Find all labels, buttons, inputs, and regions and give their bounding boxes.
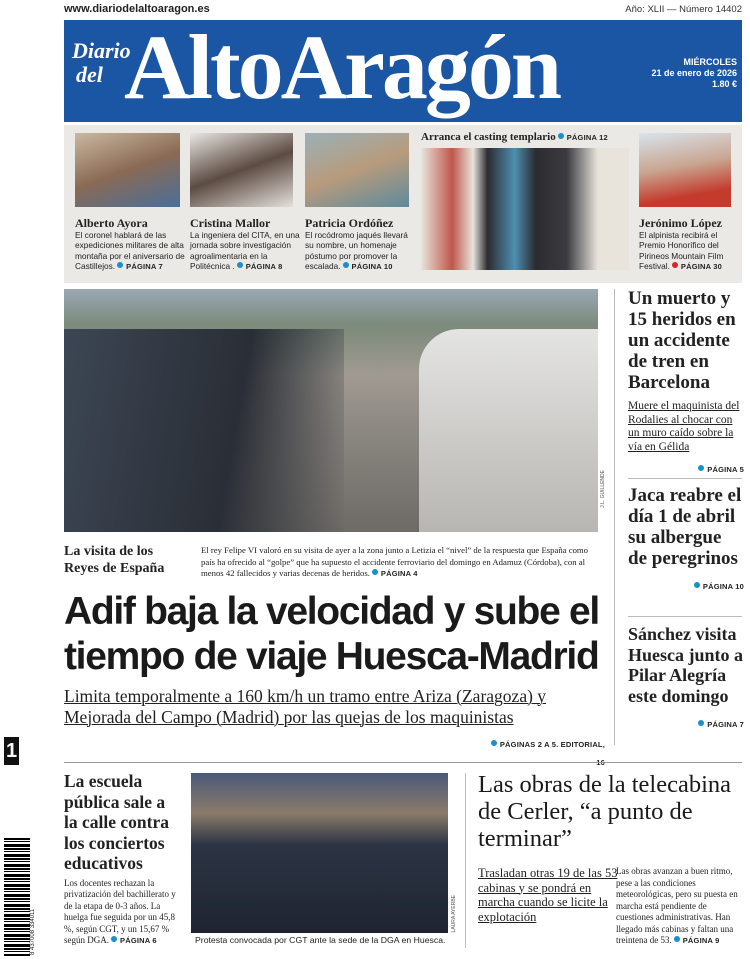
right-headline: Un muerto y 15 heridos en un accidente de tren en Barcelona [628,288,736,393]
bullet-icon [237,262,243,268]
masthead-diario: Diario [72,38,131,63]
masthead-title: AltoAragón [124,16,560,118]
main-pages [480,734,605,770]
divider [628,478,742,479]
bottom-right-story[interactable] [478,771,744,945]
teaser-name: Patricia Ordóñez [305,216,394,230]
train-carriage [419,329,598,532]
right-headline: Sánchez visita Huesca junto a Pilar Alegría este domingo [628,624,744,706]
photo-cristina-mallor [190,133,293,207]
right-sub: Muere el maquinista del Rodalies al chocar con un muro caído sobre la vía en Gélida [628,400,740,453]
bottom-left-story[interactable] [64,771,180,947]
section-number: 1 [4,737,19,765]
photo-credit: J.L. GUILLENDE [600,470,606,508]
bottom-text-wrap [616,866,744,947]
bullet-icon [372,569,378,575]
protest-caption: Protesta convocada por CGT ante la sede de la DGA en Huesca. [195,935,446,945]
date: 21 de enero de 2026 [651,68,737,78]
main-pages-label: PÁGINAS 2 A 5. EDITORIAL, [499,740,605,749]
teaser-1[interactable] [75,216,185,273]
teaser-page: PÁGINA 30 [680,262,723,272]
teaser-page: PÁGINA 12 [566,133,608,142]
photo-jeronimo-lopez [639,133,731,207]
masthead-del: del [76,62,103,87]
barcode-number: 8 437008 334011 [30,908,36,955]
photo-casting-templario [421,148,629,270]
right-story-2[interactable] [628,485,744,594]
issue-number: Año: XLII — Número 14402 [625,4,742,15]
right-story-1[interactable] [628,288,744,477]
bottom-text-wrap [64,878,180,947]
photo-patricia-ordonez [305,133,409,207]
bullet-icon [343,262,349,268]
teaser-name: Jerónimo López [639,216,722,230]
bullet-icon [698,720,704,726]
right-page: PÁGINA 7 [707,720,744,729]
horizontal-rule [64,762,742,763]
teaser-page: PÁGINA 7 [126,262,163,272]
caption-page: PÁGINA 4 [380,569,418,578]
teaser-2[interactable] [190,216,300,273]
right-headline: Jaca reabre el día 1 de abril su albergue de peregrinos [628,485,742,569]
main-photo[interactable] [64,289,598,532]
teaser-strip [64,125,742,283]
bullet-icon [698,465,704,471]
main-subhead: Limita temporalmente a 160 km/h un tramo entre Ariza (Zaragoza) y Mejorada del Campo (Madrid) por las quejas de los maquinistas [64,686,547,727]
bottom-page: PÁGINA 9 [682,936,720,945]
teaser-page: PÁGINA 10 [351,262,393,272]
price: 1.80 € [711,79,737,89]
right-story-3[interactable] [628,624,744,732]
photo-credit: LAURA AYERBE [451,895,457,933]
teaser-name: Arranca el casting templario [421,131,556,143]
teaser-text: El rocódromo jaqués llevará su nombre, un homenaje póstumo por promover la escalada. [305,230,408,272]
teaser-text: La ingeniera del CITA, en una jornada sobre investigación agroalimentaria en la Politécnica . [190,230,300,272]
teaser-5[interactable] [639,216,739,273]
divider [628,616,742,617]
site-url[interactable]: www.diariodelaltoaragon.es [64,3,210,15]
photo-alberto-ayora [75,133,180,207]
barcode [4,838,30,956]
bullet-icon [491,740,497,746]
caption-title: La visita de los Reyes de España [64,544,165,576]
bullet-icon [694,582,700,588]
teaser-3[interactable] [305,216,415,273]
masthead [64,16,742,122]
bottom-text: Las obras avanzan a buen ritmo, pese a las condiciones meteorológicas, pero su puesta en marcha está pendiente de cuestiones administrativas. Han llegado más cabinas y faltan una treintena de 53. [616,866,738,945]
bullet-icon [674,936,680,942]
teaser-text: El coronel hablará de las expediciones militares de alta montaña por el aniversario de Castillejos. [75,230,185,272]
bullet-icon [117,262,123,268]
teaser-4[interactable] [421,131,608,143]
caption-text [201,545,596,580]
teaser-name: Cristina Mallor [190,216,271,230]
bullet-icon [111,936,117,942]
bottom-headline: Las obras de la telecabina de Cerler, “a punto de terminar” [478,771,732,852]
right-page: PÁGINA 5 [707,465,744,474]
right-page: PÁGINA 10 [702,582,744,591]
column-divider [614,289,615,745]
bottom-headline: La escuela pública sale a la calle contra los conciertos educativos [64,771,169,873]
bottom-page: PÁGINA 6 [120,936,157,945]
teaser-text: El alpinista recibirá el Premio Honorífico del Pirineos Mountain Film Festival. [639,230,724,272]
bullet-icon [672,262,678,268]
bullet-icon [558,133,564,139]
people-group [64,329,344,532]
caption-body: El rey Felipe VI valoró en su visita de ayer a la zona junto a Letizia el “nivel” de la respuesta que España como país ha ofrecido al “golpe” que ha supuesto el accidente ferroviario del domingo en Adamuz (Córdoba), con al menos 42 fallecidos y varias decenas de heridos. [201,545,589,578]
bottom-sub: Trasladan otras 19 de las 53 cabinas y se pondrá en marcha cuando se licite la explotación [478,866,618,924]
bottom-divider [465,773,466,948]
main-headline[interactable]: Adif baja la velocidad y sube el tiempo de viaje Huesca-Madrid [64,590,599,678]
protest-photo[interactable] [191,773,448,933]
teaser-name: Alberto Ayora [75,216,148,230]
bottom-text: Los docentes rechazan la privatización del bachillerato y de la etapa de 0-3 años. La huelga fue seguida por un 45,8 %, según CGT, y un 15,67 % según DGA. [64,877,176,945]
weekday: MIÉRCOLES [683,57,737,67]
teaser-page: PÁGINA 8 [245,262,283,272]
